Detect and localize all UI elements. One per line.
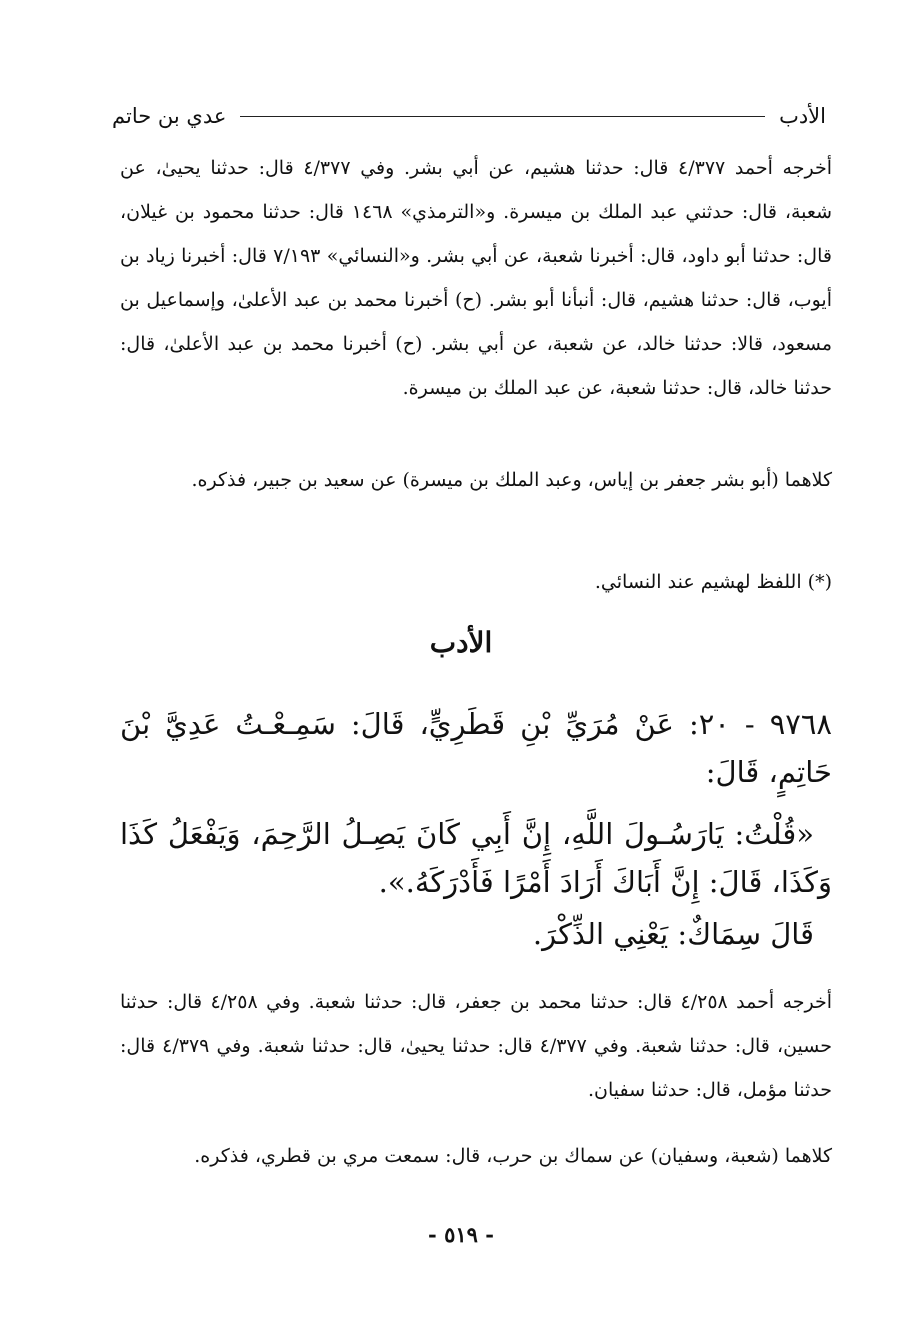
summary-paragraph-bottom: كلاهما (شعبة، وسفيان) عن سماك بن حرب، قال: سمعت مري بن قطري، فذكره.	[194, 1145, 832, 1167]
hadith-text: «قُلْتُ: يَارَسُـولَ اللَّهِ، إِنَّ أَبِي كَانَ يَصِـلُ الرَّحِمَ، وَيَفْعَلُ كَذَا وَكَذَا، قَالَ: إِنَّ أَبَاكَ أَرَادَ أَمْرًا فَأَدْرَكَهُ.».	[120, 817, 832, 899]
footnote: (*) اللفظ لهشيم عند النسائي.	[594, 571, 832, 593]
page-number: - ٥١٩ -	[428, 1222, 494, 1247]
hadith-heading: ٩٧٦٨ - ٢٠: عَنْ مُرَيِّ بْنِ قَطَرِيٍّ، قَالَ: سَمِـعْـتُ عَدِيَّ بْنَ حَاتِمٍ، قَالَ:	[120, 707, 832, 789]
header-narrator: عدي بن حاتم	[112, 104, 227, 128]
running-header	[112, 96, 826, 136]
hadith-commentary: قَالَ سِمَاكٌ: يَعْنِي الذِّكْرَ.	[532, 917, 814, 951]
takhrij-paragraph-top: أخرجه أحمد ٤/٣٧٧ قال: حدثنا هشيم، عن أبي بشر. وفي ٤/٣٧٧ قال: حدثنا يحيىٰ، عن شعبة، قال: حدثني عبد الملك بن ميسرة. و«الترمذي» ١٤٦٨ قال: حدثنا محمود بن غيلان، قال: حدثنا أبو داود، قال: أخبرنا شعبة، عن أبي بشر. و«النسائي» ٧/١٩٣ قال: أخبرنا زياد بن أيوب، قال: حدثنا هشيم، قال: أنبأنا أبو بشر. (ح) أخبرنا محمد بن عبد الأعلىٰ، وإسماعيل بن مسعود، قالا: حدثنا خالد، عن شعبة، عن أبي بشر. (ح) أخبرنا محمد بن عبد الأعلىٰ، قال: حدثنا خالد، قال: حدثنا شعبة، عن عبد الملك بن ميسرة.	[120, 157, 833, 399]
takhrij-paragraph-bottom: أخرجه أحمد ٤/٢٥٨ قال: حدثنا محمد بن جعفر، قال: حدثنا شعبة. وفي ٤/٢٥٨ قال: حدثنا حسين، قال: حدثنا شعبة. وفي ٤/٣٧٧ قال: حدثنا يحيىٰ، قال: حدثنا شعبة. وفي ٤/٣٧٩ قال: حدثنا مؤمل، قال: حدثنا سفيان.	[120, 991, 833, 1101]
summary-paragraph-top: كلاهما (أبو بشر جعفر بن إياس، وعبد الملك بن ميسرة) عن سعيد بن جبير، فذكره.	[191, 469, 832, 491]
header-rule	[240, 116, 765, 117]
header-book-title: الأدب	[779, 104, 826, 128]
section-title: الأدب	[429, 626, 493, 659]
